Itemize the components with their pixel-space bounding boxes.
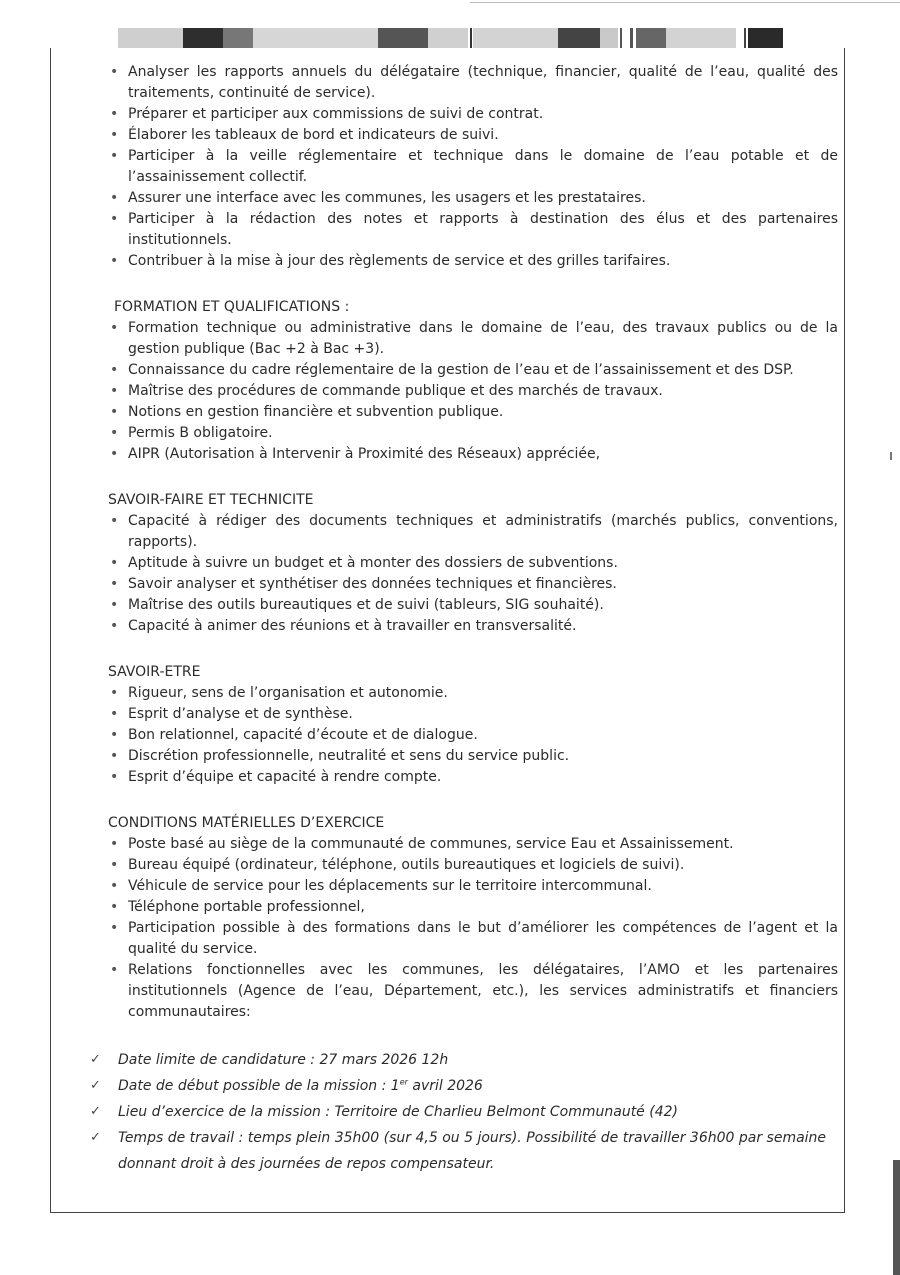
scan-segment [378,28,428,48]
bullet-icon: • [110,127,119,143]
list-item: • Participer à la veille réglementaire et technique dans le domaine de l’eau potable et de l’assainissement collectif. [110,148,838,185]
checkmark-icon: ✓ [90,1052,101,1067]
list-item: • Téléphone portable professionnel, [108,897,838,918]
checkmark-icon: ✓ [90,1104,101,1119]
list-item: • Maîtrise des procédures de commande publique et des marchés de travaux. [108,381,838,402]
bullet-icon: • [110,446,119,462]
list-item: • Notions en gestion financière et subvention publique. [108,402,838,423]
document-body [108,62,838,1023]
list-item: • Esprit d’équipe et capacité à rendre compte. [108,767,838,788]
section-title-savoir-etre: SAVOIR-ETRE [108,664,201,680]
section-title-savoir-faire: SAVOIR-FAIRE ET TECHNICITE [108,492,314,508]
missions-list [108,62,838,272]
list-item: • Contribuer à la mise à jour des règlements de service et des grilles tarifaires. [108,251,838,272]
scan-segment [600,28,618,48]
savoir-etre-list [108,683,838,788]
scan-segment [118,28,183,48]
list-item: • Maîtrise des outils bureautiques et de suivi (tableurs, SIG souhaité). [108,595,838,616]
bullet-icon: • [110,148,119,164]
bullet-icon: • [110,597,119,613]
scan-segment [558,28,600,48]
formation-list [108,318,838,465]
bullet-icon: • [110,253,119,269]
list-item: • Connaissance du cadre réglementaire de la gestion de l’eau et de l’assainissement et des DSP. [108,360,838,381]
scan-segment [620,28,622,48]
application-conditions [88,1047,848,1177]
list-item: • AIPR (Autorisation à Intervenir à Proximité des Réseaux) appréciée, [108,444,838,465]
scan-segment [253,28,378,48]
start-month: avril 2026 [412,1078,483,1094]
scan-top-line [470,2,900,3]
bullet-icon: • [110,190,119,206]
scan-segment [428,28,468,48]
list-item: • Capacité à rédiger des documents techniques et administratifs (marchés publics, conventions, rapports). [110,513,838,550]
scan-segment [666,28,736,48]
list-item: • Aptitude à suivre un budget et à monter des dossiers de subventions. [108,553,838,574]
scan-segment [748,28,783,48]
scan-segment [636,28,666,48]
list-item: • Poste basé au siège de la communauté de communes, service Eau et Assainissement. [108,834,838,855]
list-item: • Bon relationnel, capacité d’écoute et de dialogue. [108,725,838,746]
list-item: • Bureau équipé (ordinateur, téléphone, outils bureautiques et logiciels de suivi). [108,855,838,876]
list-item: • Discrétion professionnelle, neutralité et sens du service public. [108,746,838,767]
scan-segment [630,28,633,48]
checkmark-icon: ✓ [90,1130,101,1145]
section-title-conditions-materielles: CONDITIONS MATÉRIELLES D’EXERCICE [108,815,385,831]
section-title-formation: FORMATION ET QUALIFICATIONS : [114,299,350,315]
frame-left-border [50,48,51,1213]
list-item: • Analyser les rapports annuels du délégataire (technique, financier, qualité de l’eau, qualité des traitements, continuité de service). [110,64,838,101]
bullet-icon: • [110,685,119,701]
list-item: • Préparer et participer aux commissions de suivi de contrat. [108,104,838,125]
bullet-icon: • [110,769,119,785]
bullet-icon: • [110,878,119,894]
bullet-icon: • [110,362,119,378]
scan-segment [744,28,746,48]
frame-bottom-border [50,1212,845,1213]
scan-segment [470,28,472,48]
bullet-icon: • [110,383,119,399]
bullet-icon: • [110,513,119,529]
conditions-materielles-list [108,834,838,1023]
list-item: • Assurer une interface avec les communes, les usagers et les prestataires. [108,188,838,209]
worktime-row [88,1125,848,1177]
scan-segment [223,28,253,48]
start-date-row [88,1073,848,1099]
bullet-icon: • [110,64,119,80]
scan-segment [473,28,558,48]
bullet-icon: • [110,748,119,764]
bullet-icon: • [110,425,119,441]
bullet-icon: • [110,857,119,873]
list-item: • Relations fonctionnelles avec les communes, les délégataires, l’AMO et les partenaires institutionnels (Agence de l’eau, Département, etc.), les services administratifs et financiers communautaires: [110,962,838,1020]
list-item: • Permis B obligatoire. [108,423,838,444]
scan-segment [183,28,223,48]
list-item: • Rigueur, sens de l’organisation et autonomie. [108,683,838,704]
scan-dash-mark [890,452,892,460]
list-item: • Savoir analyser et synthétiser des données techniques et financières. [108,574,838,595]
deadline-value: 27 mars 2026 12h [319,1052,449,1068]
bullet-icon: • [110,836,119,852]
frame-right-border [844,48,845,1213]
deadline-row [88,1047,848,1073]
list-item: • Élaborer les tableaux de bord et indicateurs de suivi. [108,125,838,146]
bullet-icon: • [110,899,119,915]
scan-edge-mark [893,1160,900,1275]
bullet-icon: • [110,618,119,634]
bullet-icon: • [110,404,119,420]
list-item: • Participation possible à des formations dans le but d’améliorer les compétences de l’agent et la qualité du service. [110,920,838,957]
bullet-icon: • [110,576,119,592]
start-label: Date de début possible de la mission : [118,1078,387,1094]
bullet-icon: • [110,727,119,743]
bullet-icon: • [110,106,119,122]
bullet-icon: • [110,555,119,571]
bullet-icon: • [110,320,119,336]
worktime-text: Temps de travail : temps plein 35h00 (sur 4,5 ou 5 jours). Possibilité de travailler 36h00 par semaine donnant droit à des journées de repos compensateur. [118,1130,827,1172]
bullet-icon: • [110,962,119,978]
list-item: • Participer à la rédaction des notes et rapports à destination des élus et des partenaires institutionnels. [110,211,838,248]
place-text: Lieu d’exercice de la mission : Territoire de Charlieu Belmont Communauté (42) [118,1104,678,1120]
scan-header-bar [118,28,783,48]
start-day-suffix: er [399,1077,408,1087]
bullet-icon: • [110,706,119,722]
checkmark-icon: ✓ [90,1078,101,1093]
list-item: • Formation technique ou administrative dans le domaine de l’eau, des travaux publics ou de la gestion publique (Bac +2 à Bac +3). [110,320,838,357]
savoir-faire-list [108,511,838,637]
place-row [88,1099,848,1125]
list-item: • Capacité à animer des réunions et à travailler en transversalité. [108,616,838,637]
list-item: • Esprit d’analyse et de synthèse. [108,704,838,725]
deadline-label: Date limite de candidature : [118,1052,316,1068]
list-item: • Véhicule de service pour les déplacements sur le territoire intercommunal. [108,876,838,897]
start-day: 1 [390,1078,400,1094]
bullet-icon: • [110,211,119,227]
bullet-icon: • [110,920,119,936]
